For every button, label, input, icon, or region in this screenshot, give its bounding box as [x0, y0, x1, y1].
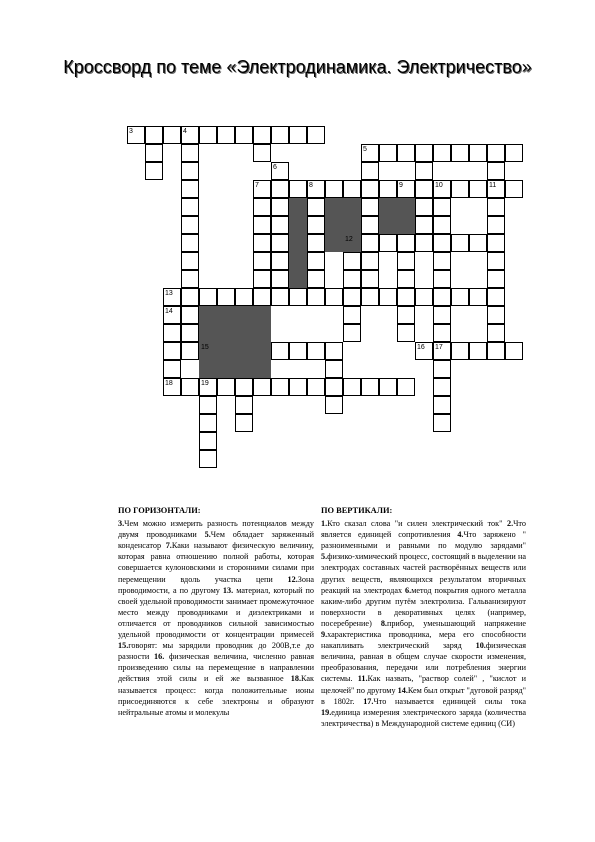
vertical-heading: ПО ВЕРТИКАЛИ: — [321, 506, 393, 515]
crossword-cell[interactable] — [199, 432, 217, 450]
crossword-cell[interactable] — [307, 252, 325, 270]
clue-number: 5. — [204, 530, 211, 540]
clue-text: Кем был открыт "дуговой разряд" в 1802г. — [321, 685, 526, 706]
crossword-cell[interactable] — [415, 162, 433, 180]
crossword-cell[interactable] — [307, 342, 325, 360]
clue-number: 3. — [118, 519, 125, 529]
crossword-cell[interactable] — [325, 288, 343, 306]
crossword-cell[interactable] — [361, 216, 379, 234]
clue-number: 9. — [321, 630, 328, 640]
crossword-cell[interactable] — [451, 180, 469, 198]
crossword-cell[interactable] — [415, 198, 433, 216]
crossword-cell[interactable] — [145, 162, 163, 180]
crossword-cell[interactable] — [343, 306, 361, 324]
crossword-cell[interactable] — [379, 378, 397, 396]
crossword-cell[interactable] — [343, 324, 361, 342]
crossword-cell[interactable] — [397, 270, 415, 288]
crossword-cell[interactable] — [451, 288, 469, 306]
crossword-cell[interactable] — [397, 288, 415, 306]
crossword-cell[interactable] — [181, 324, 199, 342]
crossword-cell[interactable] — [379, 234, 397, 252]
cell-number: 13 — [165, 290, 173, 297]
crossword-cell[interactable] — [433, 378, 451, 396]
clue-number: 4. — [457, 530, 464, 540]
crossword-cell[interactable] — [415, 234, 433, 252]
crossword-cell[interactable] — [181, 180, 199, 198]
crossword-cell[interactable] — [271, 180, 289, 198]
clue-text: прибор, уменьшающий напряжение — [386, 618, 526, 628]
shaded-block — [199, 306, 271, 378]
clue-number: 10. — [475, 641, 486, 651]
cell-number: 5 — [363, 146, 367, 153]
crossword-cell[interactable] — [271, 288, 289, 306]
crossword-cell[interactable] — [253, 288, 271, 306]
crossword-cell[interactable] — [325, 342, 343, 360]
crossword-cell[interactable] — [361, 162, 379, 180]
cell-number: 10 — [435, 182, 443, 189]
cell-number: 8 — [309, 182, 313, 189]
crossword-cell[interactable] — [217, 378, 235, 396]
clue-number: 1. — [321, 519, 328, 529]
crossword-cell[interactable] — [253, 270, 271, 288]
crossword-cell[interactable] — [343, 378, 361, 396]
crossword-cell[interactable] — [307, 270, 325, 288]
crossword-cell[interactable] — [325, 396, 343, 414]
crossword-cell[interactable] — [433, 216, 451, 234]
crossword-cell[interactable] — [199, 396, 217, 414]
crossword-cell[interactable] — [181, 378, 199, 396]
crossword-cell[interactable] — [433, 360, 451, 378]
crossword-cell[interactable] — [343, 252, 361, 270]
clue-number: 2. — [506, 519, 514, 529]
cell-number: 3 — [129, 128, 133, 135]
crossword-cell[interactable] — [307, 378, 325, 396]
horizontal-clues — [118, 505, 314, 718]
crossword-cell[interactable] — [199, 126, 217, 144]
clue-number: 13. — [222, 585, 234, 595]
clue-text: метод покрытия одного металла каким-либо другим путём электролиза. Гальванизируют поверхности в декоративных целях (например, посеребрение) — [321, 585, 526, 628]
clue-number: 18. — [290, 674, 302, 684]
vertical-clue — [363, 697, 526, 706]
crossword-cell[interactable] — [235, 288, 253, 306]
crossword-cell[interactable] — [235, 378, 253, 396]
clue-text: характеристика проводника, мера его способности накапливать электрический заряд — [321, 630, 526, 651]
crossword-cell[interactable] — [343, 180, 361, 198]
cell-number: 6 — [273, 164, 277, 171]
crossword-cell[interactable] — [253, 216, 271, 234]
page-title: Кроссворд по теме «Электродинамика. Электричество» — [63, 57, 532, 77]
clue-text: Чем можно измерить разность потенциалов между двумя проводниками — [118, 519, 314, 540]
crossword-cell[interactable] — [289, 378, 307, 396]
crossword-cell[interactable] — [271, 198, 289, 216]
clue-number: 11. — [357, 674, 368, 684]
crossword-cell[interactable] — [145, 144, 163, 162]
crossword-cell[interactable] — [289, 342, 307, 360]
crossword-cell[interactable] — [325, 180, 343, 198]
crossword-cell[interactable] — [361, 198, 379, 216]
cell-number: 11 — [489, 182, 497, 189]
crossword-cell[interactable] — [163, 126, 181, 144]
crossword-cell[interactable] — [235, 414, 253, 432]
cell-number: 14 — [165, 308, 173, 315]
crossword-cell[interactable] — [487, 306, 505, 324]
crossword-cell[interactable] — [325, 360, 343, 378]
crossword-cell[interactable] — [415, 144, 433, 162]
cell-number: 15 — [201, 344, 209, 351]
crossword-cell[interactable] — [487, 342, 505, 360]
crossword-cell[interactable] — [271, 216, 289, 234]
crossword-cell[interactable] — [307, 216, 325, 234]
crossword-cell[interactable] — [325, 378, 343, 396]
crossword-cell[interactable] — [217, 288, 235, 306]
crossword-cell[interactable] — [199, 288, 217, 306]
cell-number: 18 — [165, 380, 173, 387]
crossword-cell[interactable] — [469, 288, 487, 306]
crossword-cell[interactable] — [181, 288, 199, 306]
crossword-cell[interactable] — [415, 216, 433, 234]
crossword-cell[interactable] — [487, 234, 505, 252]
crossword-cell[interactable] — [163, 360, 181, 378]
clue-text: Как называется процесс: когда положительные ионы присоединяются к себе электроны и образуют нейтральные атомы и молекулы — [118, 674, 314, 717]
clue-number: 14. — [397, 685, 408, 695]
crossword-cell[interactable] — [289, 288, 307, 306]
clue-text: Зона проводимости, а по другому — [118, 574, 314, 595]
clue-text: физическая величина, численно равная произведению силы на перемещение в направлении действия этой силы и ей же вызванное — [118, 652, 314, 684]
crossword-cell[interactable] — [433, 396, 451, 414]
crossword-cell[interactable] — [343, 270, 361, 288]
crossword-cell[interactable] — [469, 234, 487, 252]
crossword-cell[interactable] — [199, 450, 217, 468]
crossword-cell[interactable] — [505, 342, 523, 360]
clue-number: 19. — [321, 707, 332, 717]
crossword-cell[interactable] — [361, 234, 379, 252]
cell-number: 7 — [255, 182, 259, 189]
crossword-cell[interactable] — [487, 198, 505, 216]
crossword-cell[interactable] — [307, 234, 325, 252]
cell-number: 4 — [183, 128, 187, 135]
crossword-cell[interactable] — [433, 252, 451, 270]
crossword-cell[interactable] — [487, 252, 505, 270]
crossword-cell[interactable] — [253, 144, 271, 162]
crossword-cell[interactable] — [271, 378, 289, 396]
clue-text: Кто сказал слова "и силен электрический ток" — [327, 519, 507, 529]
crossword-cell[interactable] — [307, 126, 325, 144]
crossword-cell[interactable] — [271, 252, 289, 270]
crossword-cell[interactable] — [163, 324, 181, 342]
crossword-cell[interactable] — [307, 198, 325, 216]
crossword-cell[interactable] — [487, 270, 505, 288]
clue-text: Каки называют физическую величину, которая равна отношению полной работы, которая совершается кулоновскими и сторонними силами при перемещении вдоль участка цепи — [118, 541, 314, 584]
clue-text: Что заряжено " разноименными и равными по модулю зарядами" — [321, 530, 526, 551]
clue-text: физико-химический процесс, состоящий в выделении на электродах составных частей растворённых веществ или других веществ, являющихся результатом вторичных реакций на электродах — [321, 552, 526, 595]
clue-text: физическая величина, равная в общем случае скорости изменения, преобразования, передачи или потребления энергии системы. — [321, 641, 526, 684]
cell-number: 16 — [417, 344, 425, 351]
crossword-cell[interactable] — [397, 324, 415, 342]
crossword-cell[interactable] — [181, 306, 199, 324]
crossword-cell[interactable] — [451, 342, 469, 360]
clue-text: Что является единицей сопротивления — [321, 519, 526, 540]
crossword-cell[interactable] — [433, 144, 451, 162]
crossword-cell[interactable] — [181, 144, 199, 162]
crossword-cell[interactable] — [433, 324, 451, 342]
crossword-cell[interactable] — [271, 234, 289, 252]
crossword-cell[interactable] — [487, 324, 505, 342]
crossword-cell[interactable] — [163, 342, 181, 360]
crossword-cell[interactable] — [181, 252, 199, 270]
crossword-cell[interactable] — [361, 270, 379, 288]
crossword-cell[interactable] — [469, 180, 487, 198]
clue-number: 15. — [118, 641, 129, 651]
crossword-cell[interactable] — [379, 180, 397, 198]
crossword-cell[interactable] — [181, 270, 199, 288]
crossword-cell[interactable] — [235, 126, 253, 144]
crossword-cell[interactable] — [253, 198, 271, 216]
crossword-cell[interactable] — [487, 216, 505, 234]
crossword-cell[interactable] — [505, 180, 523, 198]
crossword-cell[interactable] — [451, 144, 469, 162]
clue-number: 16. — [154, 652, 165, 662]
crossword-cell[interactable] — [235, 396, 253, 414]
shaded-block — [325, 198, 361, 252]
crossword-cell[interactable] — [307, 288, 325, 306]
crossword-cell[interactable] — [415, 180, 433, 198]
vertical-clue — [381, 619, 526, 628]
crossword-cell[interactable] — [289, 180, 307, 198]
crossword-cell[interactable] — [397, 306, 415, 324]
clue-number: 8. — [380, 618, 387, 628]
crossword-cell[interactable] — [289, 126, 307, 144]
clue-number: 6. — [405, 585, 412, 595]
cell-number: 12 — [345, 236, 353, 243]
vertical-clue-list — [321, 518, 526, 729]
crossword-cell[interactable] — [433, 198, 451, 216]
crossword-cell[interactable] — [361, 180, 379, 198]
clue-text: Что называется единицей силы тока — [373, 696, 526, 706]
crossword-cell[interactable] — [397, 252, 415, 270]
clue-text: материал, который по своей удельной проводимости занимает промежуточное место между проводниками и диэлектриками и отличается от проводников сильной зависимостью удельной проводимости от концентрации примесей — [118, 585, 315, 640]
crossword-cell[interactable] — [271, 126, 289, 144]
clue-number: 5. — [321, 552, 328, 562]
clue-text: Как назвать, "раствор солей" , "кислот и щелочей" по другому — [321, 674, 526, 695]
crossword-cell[interactable] — [433, 270, 451, 288]
crossword-cell[interactable] — [343, 288, 361, 306]
crossword-cell[interactable] — [433, 288, 451, 306]
crossword-cell[interactable] — [271, 270, 289, 288]
crossword-cell[interactable] — [361, 288, 379, 306]
crossword-cell[interactable] — [469, 144, 487, 162]
crossword-cell[interactable] — [253, 252, 271, 270]
cell-number: 19 — [201, 380, 209, 387]
clue-text: единица измерения электрического заряда (количества электричества) в Международной системе единиц (СИ) — [321, 707, 526, 728]
crossword-cell[interactable] — [487, 288, 505, 306]
horizontal-clue-list — [118, 518, 314, 718]
crossword-cell[interactable] — [181, 234, 199, 252]
clue-number: 17. — [363, 696, 374, 706]
crossword-cell[interactable] — [181, 216, 199, 234]
shaded-block — [289, 198, 307, 288]
crossword-cell[interactable] — [505, 144, 523, 162]
clue-text: говорят: мы зарядили проводник до 200В,т.е до разности — [118, 641, 314, 662]
crossword-cell[interactable] — [379, 288, 397, 306]
cell-number: 9 — [399, 182, 403, 189]
clue-number: 7. — [165, 541, 172, 551]
cell-number: 17 — [435, 344, 443, 351]
crossword-cell[interactable] — [361, 252, 379, 270]
vertical-clue — [321, 519, 507, 528]
clue-number: 12. — [287, 574, 298, 584]
crossword-cell[interactable] — [217, 126, 235, 144]
crossword-cell[interactable] — [451, 234, 469, 252]
crossword-cell[interactable] — [379, 144, 397, 162]
crossword-cell[interactable] — [397, 234, 415, 252]
crossword-cell[interactable] — [397, 144, 415, 162]
crossword-cell[interactable] — [253, 234, 271, 252]
crossword-cell[interactable] — [487, 162, 505, 180]
crossword-cell[interactable] — [361, 378, 379, 396]
crossword-cell[interactable] — [487, 144, 505, 162]
crossword-cell[interactable] — [469, 342, 487, 360]
crossword-cell[interactable] — [253, 378, 271, 396]
crossword-cell[interactable] — [433, 414, 451, 432]
horizontal-heading: ПО ГОРИЗОНТАЛИ: — [118, 506, 201, 515]
crossword-cell[interactable] — [181, 198, 199, 216]
crossword-cell[interactable] — [181, 342, 199, 360]
crossword-cell[interactable] — [181, 162, 199, 180]
shaded-block — [379, 198, 415, 234]
crossword-cell[interactable] — [253, 126, 271, 144]
crossword-cell[interactable] — [397, 378, 415, 396]
crossword-cell[interactable] — [271, 342, 289, 360]
crossword-cell[interactable] — [145, 126, 163, 144]
crossword-cell[interactable] — [433, 306, 451, 324]
vertical-clue — [321, 708, 526, 728]
vertical-clues — [321, 505, 526, 729]
crossword-cell[interactable] — [199, 414, 217, 432]
crossword-cell[interactable] — [433, 234, 451, 252]
clue-text: Чем обладает заряженный конденсатор — [118, 530, 314, 551]
crossword-cell[interactable] — [415, 288, 433, 306]
